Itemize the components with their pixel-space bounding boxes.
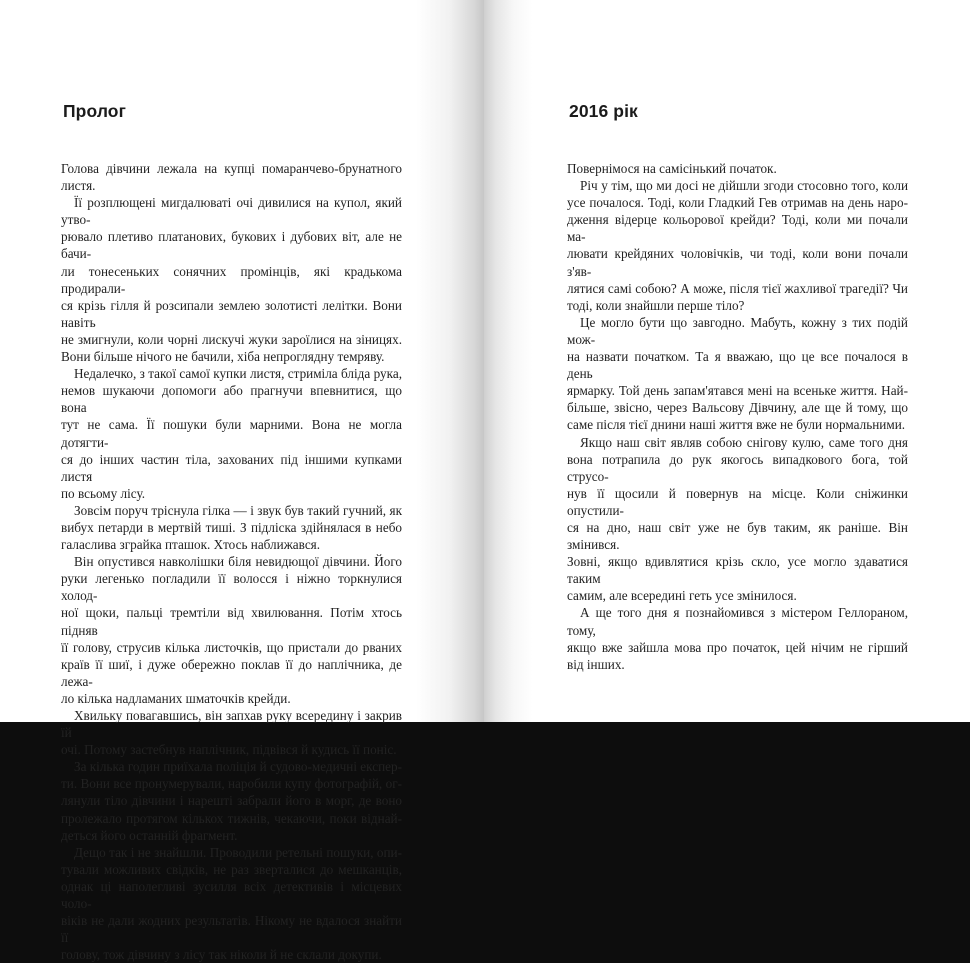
text-line: немов шукаючи допомоги або прагнучи впевнитися, що вона [61,383,402,416]
text-line: Її розплющені мигдалюваті очі дивилися на купол, який утво- [61,195,402,228]
text-line: її голову, струсив кілька листочків, що пристали до рваних [61,639,402,655]
text-line: ли тонесеньких сонячних промінців, які крадькома продирали- [61,263,402,296]
text-line: Річ у тім, що ми досі не дійшли згоди стосовно того, коли [580,178,908,194]
chapter-heading: 2016 рік [569,101,638,121]
text-line: Якщо наш світ являв собою снігову кулю, саме того дня [580,434,908,450]
text-line: дження відерце кольорової крейди? Тоді, коли ми почали ма- [567,212,908,245]
text-line: Хвильку повагавшись, він запхав руку всередину і закрив їй [61,708,402,741]
text-line: лювати крейдяних чоловічків, чи тоді, коли вони почали з'яв- [567,246,908,279]
text-line: по всьому лісу. [61,485,146,501]
text-line: вона потрапила до рук якогось випадкового бога, той струсо- [567,451,908,484]
text-line: вибух петарди в мертвій тиші. З підліска здійнялася в небо [61,519,402,535]
text-line: ної щоки, пальці тремтіли від хвилювання. Потім хтось підняв [61,605,402,638]
right-page [484,0,970,722]
text-line: якщо вже зайшла мова про початок, цей нічим не гірший [567,639,908,655]
text-line: більше, звісно, через Вальсову Дівчину, але ще й тому, що [567,400,908,416]
text-line: усе почалося. Тоді, коли Гладкий Гев отримав на день наро- [567,195,908,211]
text-line: лянули тіло дівчини і нарешті забрали його в морг, де воно [61,793,402,809]
text-line: нув її щосили й повернув на місце. Коли сніжинки опустили- [567,485,908,518]
text-line: від інших. [567,656,625,672]
text-line: Зовсім поруч тріснула гілка — і звук був такий гучний, як [74,502,402,518]
text-line: саме після тієї днини наші життя вже не були нормальними. [567,417,906,433]
text-line: не змигнули, коли чорні лискучі жуки зароїлися на зіницях. [61,331,402,347]
text-line: За кілька годин приїхала поліція й судово-медичні експер- [74,759,402,775]
text-line: рювало плетиво платанових, букових і дубових віт, але не бачи- [61,229,402,262]
text-line: лятися самі собою? А може, після тієї жахливої трагедії? Чи [567,280,908,296]
body-text [567,160,908,673]
text-line: деться його останній фрагмент. [61,827,238,843]
text-line: тували можливих свідків, не раз зверталися до мешканців, [61,861,402,877]
text-line: руки легенько погладили її волосся і ніжно торкнулися холод- [61,571,402,604]
text-line: Це могло бути що завгодно. Мабуть, кожну з тих подій мож- [567,314,908,347]
text-line: тут не сама. Її пошуки були марними. Вона не могла дотягти- [61,417,402,450]
text-line: Повернімося на самісінький початок. [567,161,777,176]
text-line: ся на дно, наш світ уже не був таким, як раніше. Він змінився. [567,519,908,553]
text-line: самим, але всередині геть усе змінилося. [567,588,797,604]
text-line: ярмарку. Той день запам'ятався мені на всеньке життя. Най- [567,383,908,399]
left-page [0,0,484,963]
text-line: Зовні, якщо вдивлятися крізь скло, усе могло здаватися таким [567,554,908,587]
text-line: голову, тож дівчину з лісу так ніколи й не склали докупи. [61,947,382,963]
text-line: країв її шиї, і дуже обережно поклав її до наплічника, де лежа- [61,656,402,689]
body-text [61,160,402,963]
text-line: ся до інших частин тіла, захованих під іншими купками листя [61,451,402,484]
text-line: ся крізь гілля й розсипали землею золотисті лелітки. Вони навіть [61,297,402,330]
text-line: на назвати початком. Та я вважаю, що це все почалося в день [567,349,908,382]
text-line: галаслива зграйка пташок. Хтось наближався. [61,537,321,553]
text-line: тоді, коли знайшли перше тіло? [567,297,745,313]
text-line: ти. Вони все пронумерували, наробили купу фотографій, ог- [61,776,402,792]
chapter-heading: Пролог [63,101,126,121]
text-line: Вони більше нічого не бачили, хіба непроглядну темряву. [61,349,385,365]
text-line: ло кілька надламаних шматочків крейди. [61,690,291,706]
text-line: однак ці наполегливі зусилля всіх детективів і місцевих чоло- [61,878,402,912]
text-line: очі. Потому застебнув наплічник, підвівся й кудись її поніс. [61,742,397,758]
text-line: Він опустився навколішки біля невидющої дівчини. Його [74,554,402,570]
text-line: Дещо так і не знайшли. Проводили ретельні пошуки, опи- [74,844,402,860]
text-line: пролежало протягом кількох тижнів, чекаючи, поки віднай- [61,810,402,826]
text-line: віків не дали жодних результатів. Нікому не вдалося знайти її [61,913,402,946]
text-line: А ще того дня я познайомився з містером Геллораном, тому, [567,605,908,638]
text-line: Недалечко, з такої самої купки листя, стриміла бліда рука, [74,366,402,382]
text-line: Голова дівчини лежала на купці помаранчево-брунатного листя. [61,161,402,194]
